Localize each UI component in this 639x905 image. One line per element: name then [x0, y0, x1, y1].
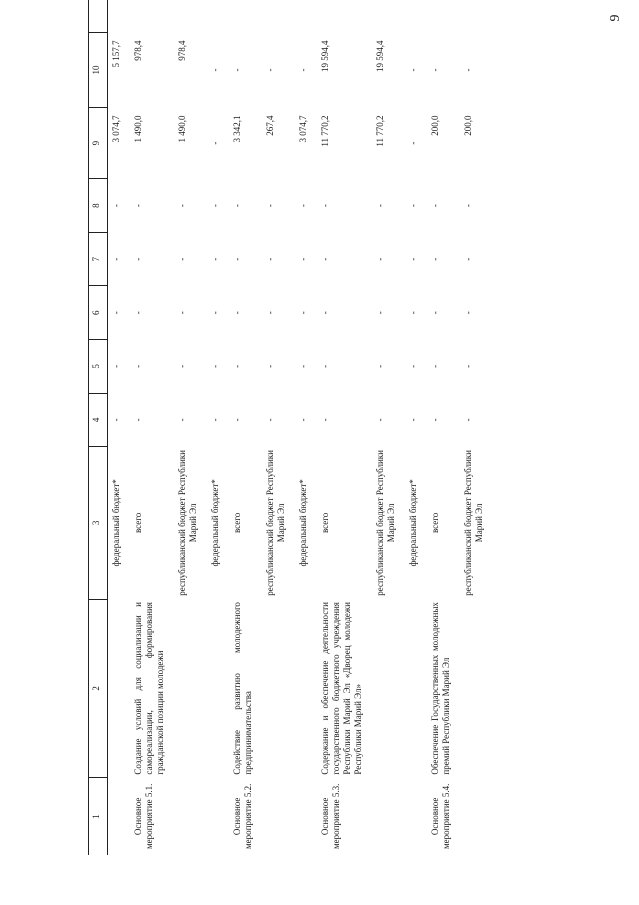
column-header: 9: [89, 107, 108, 178]
value-cell: -: [375, 204, 385, 208]
row-number-cell: Основное мероприятие 5.3.: [320, 783, 341, 850]
value-cell: -: [408, 311, 418, 315]
row-name-cell: [108, 599, 131, 778]
funding-source-cell: всего: [320, 512, 330, 534]
value-cell: -: [111, 418, 121, 422]
value-cell: -: [210, 68, 220, 72]
row-name-cell: [372, 599, 405, 778]
column-header: 2: [89, 599, 108, 778]
value-cell: -: [111, 257, 121, 261]
row-name-cell: [460, 599, 493, 778]
value-cell: -: [177, 418, 187, 422]
value-cell: -: [232, 364, 242, 368]
row-number-cell: [405, 778, 427, 855]
value-cell: [130, 0, 174, 32]
row-number-cell: [372, 778, 405, 855]
value-cell: -: [210, 311, 220, 315]
table-row: [460, 0, 493, 855]
value-cell: -: [298, 257, 308, 261]
value-cell: -: [463, 204, 473, 208]
column-header: 3: [89, 447, 108, 599]
value-cell: -: [232, 257, 242, 261]
row-name-cell: [207, 599, 229, 778]
value-cell: -: [232, 68, 242, 72]
value-cell: -: [111, 364, 121, 368]
table-row: [207, 0, 229, 855]
value-cell: -: [232, 204, 242, 208]
funding-source-cell: федеральный бюджет*: [408, 479, 418, 567]
value-cell: [229, 0, 262, 32]
value-cell: 200,0: [463, 115, 473, 136]
funding-source-cell: федеральный бюджет*: [298, 479, 308, 567]
value-cell: -: [430, 418, 440, 422]
value-cell: -: [375, 364, 385, 368]
value-cell: -: [430, 364, 440, 368]
table-header-row: [89, 0, 108, 855]
value-cell: -: [111, 204, 121, 208]
value-cell: -: [265, 364, 275, 368]
value-cell: -: [265, 257, 275, 261]
table-row: [317, 0, 372, 855]
value-cell: -: [320, 364, 330, 368]
value-cell: -: [265, 418, 275, 422]
value-cell: -: [298, 68, 308, 72]
value-cell: [405, 0, 427, 32]
column-header: 1: [89, 778, 108, 855]
row-name-cell: [405, 599, 427, 778]
column-header: [89, 0, 108, 32]
rotated-table-page: [88, 0, 598, 855]
value-cell: -: [177, 311, 187, 315]
value-cell: 11 770,2: [320, 115, 330, 147]
value-cell: -: [133, 364, 143, 368]
funding-source-cell: республиканский бюджет Республики Марий Эл: [375, 450, 396, 596]
funding-source-cell: федеральный бюджет*: [210, 479, 220, 567]
row-name-cell: Содержание и обеспечение деятельности государственного бюджетного учреждения Республики Марий Эл «Дворец молодежи Республики Марий Эл»: [320, 602, 363, 775]
value-cell: -: [463, 68, 473, 72]
value-cell: -: [177, 364, 187, 368]
value-cell: -: [298, 418, 308, 422]
value-cell: -: [210, 418, 220, 422]
row-number-cell: [295, 778, 317, 855]
funding-source-cell: всего: [232, 512, 242, 534]
row-name-cell: Создание условий для социализации и самореализации, формирования гражданской позиции молодежи: [133, 602, 165, 775]
value-cell: -: [408, 68, 418, 72]
value-cell: 5 157,7: [111, 40, 121, 68]
value-cell: -: [320, 204, 330, 208]
value-cell: [295, 0, 317, 32]
value-cell: -: [408, 257, 418, 261]
row-name-cell: Обеспечение Государственных молодежных премий Республики Марий Эл: [430, 602, 451, 775]
value-cell: [372, 0, 405, 32]
row-number-cell: [108, 778, 131, 855]
value-cell: -: [463, 364, 473, 368]
value-cell: -: [232, 311, 242, 315]
value-cell: -: [375, 311, 385, 315]
table-row: [108, 0, 131, 855]
funding-source-cell: всего: [430, 512, 440, 534]
value-cell: [427, 0, 460, 32]
value-cell: 1 490,0: [133, 115, 143, 143]
value-cell: -: [265, 204, 275, 208]
row-number-cell: [262, 778, 295, 855]
column-header: 8: [89, 179, 108, 233]
value-cell: -: [177, 204, 187, 208]
table-row: [372, 0, 405, 855]
value-cell: -: [375, 418, 385, 422]
value-cell: -: [408, 141, 418, 145]
value-cell: -: [463, 257, 473, 261]
value-cell: -: [430, 68, 440, 72]
column-header: 4: [89, 393, 108, 447]
value-cell: -: [210, 364, 220, 368]
value-cell: -: [177, 257, 187, 261]
value-cell: 1 490,0: [177, 115, 187, 143]
row-number-cell: [174, 778, 207, 855]
budget-table: [88, 0, 493, 855]
value-cell: -: [375, 257, 385, 261]
column-header: 7: [89, 232, 108, 286]
column-header: 10: [89, 32, 108, 107]
value-cell: 19 594,4: [375, 40, 385, 72]
row-number-cell: Основное мероприятие 5.1.: [133, 783, 154, 850]
table-row: [427, 0, 460, 855]
value-cell: -: [133, 204, 143, 208]
value-cell: -: [320, 311, 330, 315]
table-row: [405, 0, 427, 855]
value-cell: [262, 0, 295, 32]
value-cell: [207, 0, 229, 32]
value-cell: -: [298, 364, 308, 368]
row-number-cell: [460, 778, 493, 855]
value-cell: -: [463, 311, 473, 315]
value-cell: 3 074,7: [111, 115, 121, 143]
value-cell: -: [408, 204, 418, 208]
value-cell: -: [210, 204, 220, 208]
funding-source-cell: республиканский бюджет Республики Марий Эл: [265, 450, 286, 596]
value-cell: 19 594,4: [320, 40, 330, 72]
value-cell: 3 342,1: [232, 115, 242, 143]
table-row: [174, 0, 207, 855]
value-cell: -: [430, 257, 440, 261]
table-body: [108, 0, 494, 855]
row-number-cell: Основное мероприятие 5.4.: [430, 783, 451, 850]
value-cell: -: [210, 257, 220, 261]
value-cell: -: [210, 141, 220, 145]
value-cell: 3 074,7: [298, 115, 308, 143]
value-cell: -: [298, 311, 308, 315]
value-cell: -: [111, 311, 121, 315]
funding-source-cell: федеральный бюджет*: [111, 479, 121, 567]
table-row: [130, 0, 174, 855]
value-cell: [108, 0, 131, 32]
value-cell: -: [463, 418, 473, 422]
value-cell: 267,4: [265, 115, 275, 136]
value-cell: 978,4: [177, 40, 187, 61]
page-number: 9: [608, 14, 623, 22]
value-cell: [174, 0, 207, 32]
row-number-cell: [207, 778, 229, 855]
column-header: 6: [89, 286, 108, 340]
table-row: [295, 0, 317, 855]
value-cell: 200,0: [430, 115, 440, 136]
value-cell: -: [232, 418, 242, 422]
funding-source-cell: республиканский бюджет Республики Марий Эл: [463, 450, 484, 596]
value-cell: -: [320, 418, 330, 422]
funding-source-cell: всего: [133, 512, 143, 534]
value-cell: -: [133, 311, 143, 315]
row-name-cell: [262, 599, 295, 778]
value-cell: -: [133, 257, 143, 261]
value-cell: -: [430, 311, 440, 315]
value-cell: -: [408, 418, 418, 422]
value-cell: [317, 0, 372, 32]
value-cell: -: [298, 204, 308, 208]
value-cell: 11 770,2: [375, 115, 385, 147]
row-name-cell: [174, 599, 207, 778]
value-cell: -: [320, 257, 330, 261]
row-name-cell: Содействие развитию молодежного предпринимательства: [232, 602, 253, 775]
row-name-cell: [295, 599, 317, 778]
value-cell: 978,4: [133, 40, 143, 61]
column-header: 5: [89, 340, 108, 394]
value-cell: -: [408, 364, 418, 368]
value-cell: [460, 0, 493, 32]
funding-source-cell: республиканский бюджет Республики Марий Эл: [177, 450, 198, 596]
row-number-cell: Основное мероприятие 5.2.: [232, 783, 253, 850]
value-cell: -: [265, 311, 275, 315]
value-cell: -: [265, 68, 275, 72]
value-cell: -: [430, 204, 440, 208]
table-row: [262, 0, 295, 855]
table-row: [229, 0, 262, 855]
value-cell: -: [133, 418, 143, 422]
